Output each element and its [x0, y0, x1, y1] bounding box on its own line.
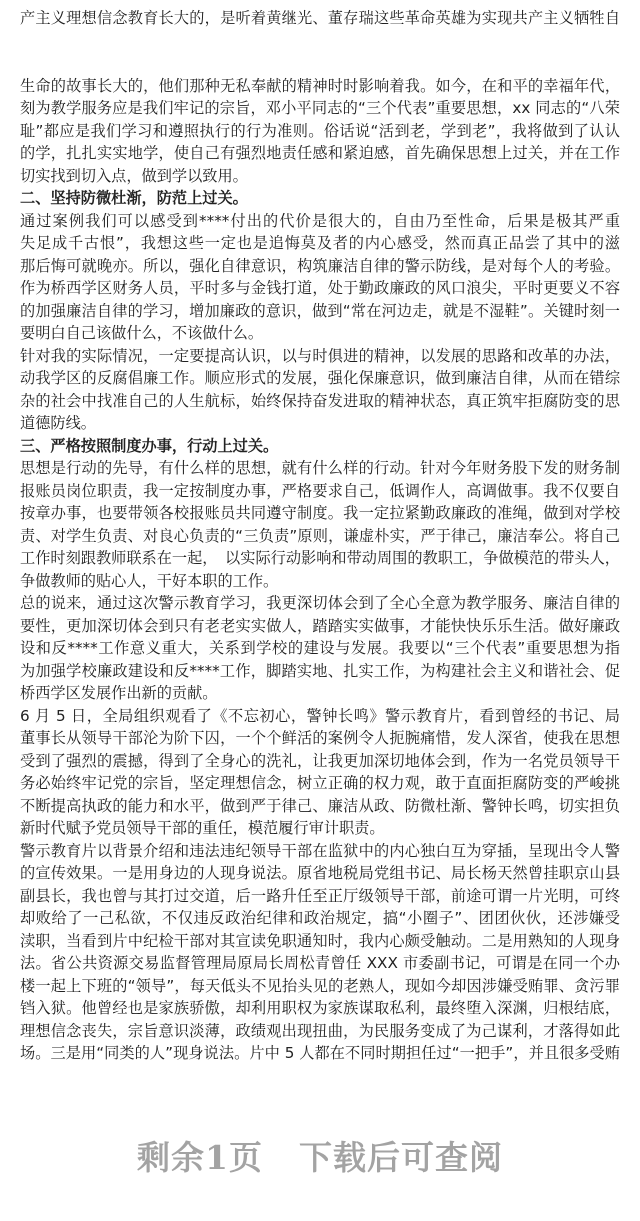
- section-heading: [20, 435, 620, 458]
- text-line: 场。三是用“同类的人”现身说法。片中 5 人都在不同时期担任过“一把手”，并且很多受贿: [20, 1044, 620, 1062]
- text-line: 争做教师的贴心人，干好本职的工作。: [20, 571, 279, 590]
- text-line: 的加强廉洁自律的学习，增加廉政的意识，做到“常在河边走，就是不湿鞋”。关键时刻一: [20, 301, 620, 320]
- text-line: 桥西学区发展作出新的贡献。: [20, 684, 218, 702]
- paragraph: [20, 210, 620, 345]
- text-line: 二、坚持防微杜渐，防范上过关。: [20, 189, 248, 207]
- paragraph: [20, 7, 620, 30]
- text-line: 总的说来，通过这次警示教育学习，我更深切体会到了全心全意为教学服务、廉洁自律的: [20, 594, 620, 612]
- text-line: 失足成千古恨”，我想这些一定也是追悔莫及者的内心感受，然而真正品尝了其中的滋: [20, 234, 620, 252]
- text-line: 三、严格按照制度办事，行动上过关。: [20, 436, 279, 455]
- text-line: 针对我的实际情况，一定要提高认识，以与时俱进的精神，以发展的思路和改革的办法，: [20, 346, 620, 365]
- remaining-pages-text: 剩余1页: [137, 1138, 263, 1177]
- text-line: 董事长从领导干部沦为阶下囚，一个个鲜活的案例令人扼腕痛惜，发人深省，使我在思想: [20, 729, 620, 747]
- text-line: 产主义理想信念教育长大的，是听着黄继光、董存瑞这些革命英雄为实现共产主义牺牲自: [20, 9, 620, 27]
- text-line: 道德防线。: [20, 414, 96, 432]
- paragraph: [20, 705, 620, 840]
- text-line: 通过案例我们可以感受到****付出的代价是很大的，自由乃至性命，后果是极其严重: [20, 211, 620, 230]
- paragraph: [20, 345, 620, 435]
- text-line: 那后悔可就晚亦。所以，强化自律意识，构筑廉洁自律的警示防线，是对每个人的考验。: [20, 256, 620, 275]
- text-line: 新时代赋予党员领导干部的重任，模范履行审计职责。: [20, 819, 385, 837]
- text-line: 法。省公共资源交易监督管理局原局长周松青曾任 XXX 市委副书记，可谓是在同一个办: [20, 954, 620, 972]
- download-prompt[interactable]: [0, 1132, 640, 1179]
- text-line: 的学，扎扎实实地学，使自己有强烈地责任感和紧迫感，首先确保思想上过关，并在工作: [20, 144, 620, 162]
- text-line: 务必始终牢记党的宗旨，坚定理想信念，树立正确的权力观，敢于直面拒腐防变的严峻挑: [20, 774, 620, 792]
- text-line: 刻为教学服务应是我们牢记的宗旨，邓小平同志的“三个代表”重要思想，xx 同志的“八荣: [20, 99, 620, 117]
- paragraph: [20, 457, 620, 592]
- download-to-view-text[interactable]: 下载后可查阅: [298, 1138, 503, 1177]
- text-line: 副县长，我也曾与其打过交道，后一路升任至正厅级领导干部，前途可谓一片光明，可终: [20, 886, 620, 905]
- text-line: 切实找到切入点，做到学以致用。: [20, 166, 248, 185]
- text-line: 的宣传效果。一是用身边的人现身说法。原省地税局党组书记、局长杨天然曾挂职京山县: [20, 864, 620, 882]
- text-line: 铛入狱。他曾经也是家族骄傲，却利用职权为家族谋取私利，最终堕入深渊，归根结底，: [20, 999, 620, 1017]
- document-body: [20, 7, 620, 1065]
- section-heading: [20, 187, 620, 210]
- text-line: 杂的社会中找准自己的人生航标，始终保持奋发进取的精神状态，真正筑牢拒腐防变的思: [20, 391, 620, 410]
- text-line: 却败给了一己私欲，不仅违反政治纪律和政治规定，搞“小圈子”、团团伙伙，还涉嫌受: [20, 909, 620, 927]
- text-line: 警示教育片以背景介绍和违法违纪领导干部在监狱中的内心独白互为穿插，呈现出令人警: [20, 841, 620, 860]
- text-line: 设和反****工作意义重大，关系到学校的建设与发展。我要以“三个代表”重要思想为指: [20, 639, 620, 657]
- text-line: 受到了强烈的震撼，得到了全身心的洗礼，让我更加深切地体会到，作为一名党员领导干: [20, 751, 620, 770]
- paragraph: [20, 75, 620, 188]
- text-line: 按章办事，也要带领各校报账员共同遵守制度。我一定拉紧勤政廉政的准绳，做到对学校: [20, 504, 620, 522]
- text-line: 理想信念丧失，宗旨意识淡薄，政绩观出现扭曲，为民服务变成了为己谋利，才落得如此: [20, 1021, 620, 1040]
- text-line: 动我学区的反腐倡廉工作。顺应形式的发展，强化保廉意识，做到廉洁自律，从而在错综: [20, 369, 620, 387]
- paragraph: [20, 592, 620, 705]
- text-line: 6 月 5 日，全局组织观看了《不忘初心，警钟长鸣》警示教育片，看到曾经的书记、局: [20, 706, 620, 725]
- text-line: 责、对学生负责、对良心负责的“三负责”原则，谦虚朴实，严于律己，廉洁奉公。将自己: [20, 526, 620, 545]
- paragraph: [20, 840, 620, 1065]
- text-line: 要明白自己该做什么，不该做什么。: [20, 324, 263, 342]
- text-line: 要性，更加深切体会到只有老老实实做人，踏踏实实做事，才能快快乐乐生活。做好廉政: [20, 616, 620, 635]
- text-line: 耻”都应是我们学习和遵照执行的行为准则。俗话说“活到老，学到老”，我将做到了认认: [20, 121, 620, 140]
- text-line: 不断提高执政的能力和水平，做到严于律己、廉洁从政、防微杜渐、警钟长鸣，切实担负: [20, 796, 620, 815]
- text-line: 渎职，当看到片中纪检干部对其宣读免职通知时，我内心颇受触动。二是用熟知的人现身: [20, 931, 620, 950]
- text-line: 思想是行动的先导，有什么样的思想，就有什么样的行动。针对今年财务股下发的财务制: [20, 459, 620, 477]
- text-line: 为加强学校廉政建设和反****工作，脚踏实地、扎实工作，为构建社会主义和谐社会、促: [20, 661, 620, 680]
- text-line: 楼一起上下班的“领导”，每天低头不见抬头见的老熟人，现如今却因涉嫌受贿罪、贪污罪: [20, 976, 620, 995]
- text-line: 报账员岗位职责，我一定按制度办事，严格要求自己，低调作人，高调做事。我不仅要自: [20, 481, 620, 500]
- text-line: 生命的故事长大的，他们那种无私奉献的精神时时影响着我。如今，在和平的幸福年代，: [20, 76, 620, 95]
- text-line: 作为桥西学区财务人员，平时多与金钱打道，处于勤政廉政的风口浪尖，平时更要义不容: [20, 279, 620, 297]
- text-line: 工作时刻跟教师联系在一起， 以实际行动影响和带动周围的教职工，争做模范的带头人，: [20, 549, 620, 567]
